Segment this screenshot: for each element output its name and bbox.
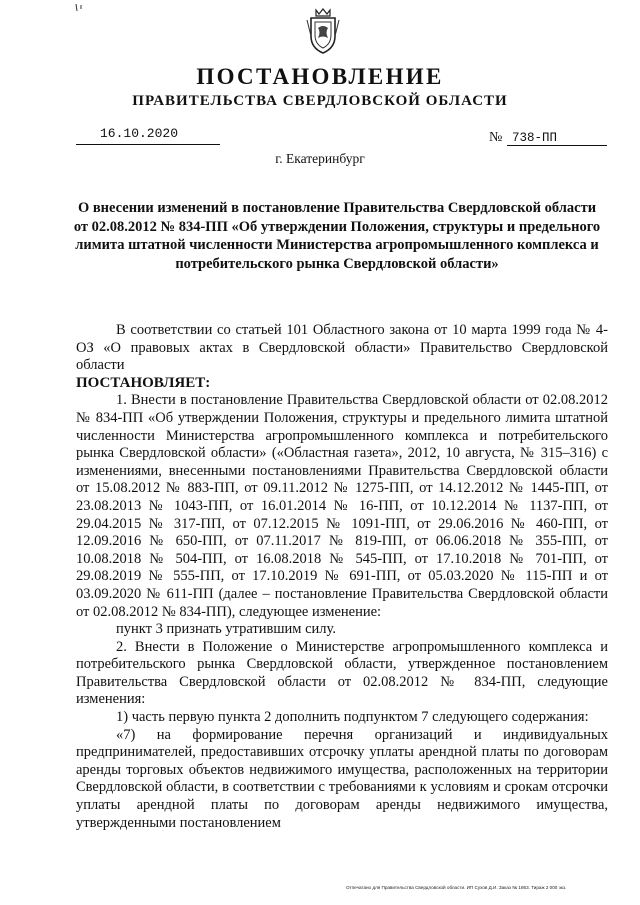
number-underline [507, 145, 607, 146]
document-number: 738-ПП [512, 131, 558, 145]
decree-word: ПОСТАНОВЛЯЕТ: [76, 374, 211, 391]
paragraph-1a: пункт 3 признать утратившим силу. [116, 621, 336, 638]
scan-mark [74, 2, 84, 14]
document-date: 16.10.2020 [100, 126, 179, 141]
paragraph-intro: В соответствии со статьей 101 Областного закона от 10 марта 1999 года № 4-ОЗ «О правовых актах в Свердловской области» Правительство Свердловской области [76, 322, 608, 374]
document-subtitle: ПРАВИТЕЛЬСТВА СВЕРДЛОВСКОЙ ОБЛАСТИ [132, 93, 508, 109]
date-underline [76, 144, 220, 145]
paragraph-2b: «7) на формирование перечня организаций и индивидуальных предпринимателей, предоставивших отсрочку уплаты арендной платы по договорам аренды торговых объектов недвижимого имущества, расположенных на территории Свердловской области, в соответствии с требованиями к условиям и срокам отсрочки уплаты арендной платы по договорам аренды недвижимого имущества, утвержденными постановлением [76, 726, 608, 831]
number-sign: № [489, 130, 503, 145]
document-title: ПОСТАНОВЛЕНИЕ [196, 64, 444, 89]
city: г. Екатеринбург [275, 151, 365, 166]
document-body [76, 322, 608, 832]
document-heading: О внесении изменений в постановление Правительства Свердловской области от 02.08.2012 № 834-ПП «Об утверждении Положения, структуры и предельного лимита штатной численности Министерства агропромышленного комплекса и потребительского рынка Свердловской области» [73, 200, 601, 272]
paragraph-1: 1. Внести в постановление Правительства Свердловской области от 02.08.2012 № 834-ПП «Об утверждении Положения, структуры и предельного лимита штатной численности Министерства агропромышленного комплекса и потребительского рынка Свердловской области» («Областная газета», 2012, 10 августа, № 315–316) с изменениями, внесенными постановлениями Правительства Свердловской области от 15.08.2012 № 883-ПП, от 09.11.2012 № 1275-ПП, от 14.12.2012 № 1445-ПП, от 23.08.2013 № 1043-ПП, от 16.01.2014 № 16-ПП, от 10.12.2014 № 1137-ПП, от 29.04.2015 № 317-ПП, от 07.12.2015 № 1091-ПП, от 29.06.2016 № 460-ПП, от 12.09.2016 № 650-ПП, от 07.11.2017 № 819-ПП, от 06.06.2018 № 355-ПП, от 10.08.2018 № 504-ПП, от 16.08.2018 № 545-ПП, от 17.10.2018 № 701-ПП, от 29.08.2019 № 555-ПП, от 17.10.2019 № 691-ПП, от 05.03.2020 № 115-ПП и от 03.09.2020 № 611-ПП (далее – постановление Правительства Свердловской области от 02.08.2012 № 834-ПП), следующее изменение: [76, 392, 608, 620]
paragraph-2a: 1) часть первую пункта 2 дополнить подпунктом 7 следующего содержания: [116, 709, 589, 726]
coat-of-arms-icon [303, 6, 343, 56]
paragraph-2: 2. Внести в Положение о Министерстве агропромышленного комплекса и потребительского рынка Свердловской области, утвержденное постановлением Правительства Свердловской области от 02.08.2012 № 834-ПП, следующие изменения: [76, 638, 608, 708]
print-footer: Отпечатано для Правительства Свердловской области. ИП Сухов Д.И. Заказ № 1863. Тираж 2 000 экз. [346, 885, 567, 890]
